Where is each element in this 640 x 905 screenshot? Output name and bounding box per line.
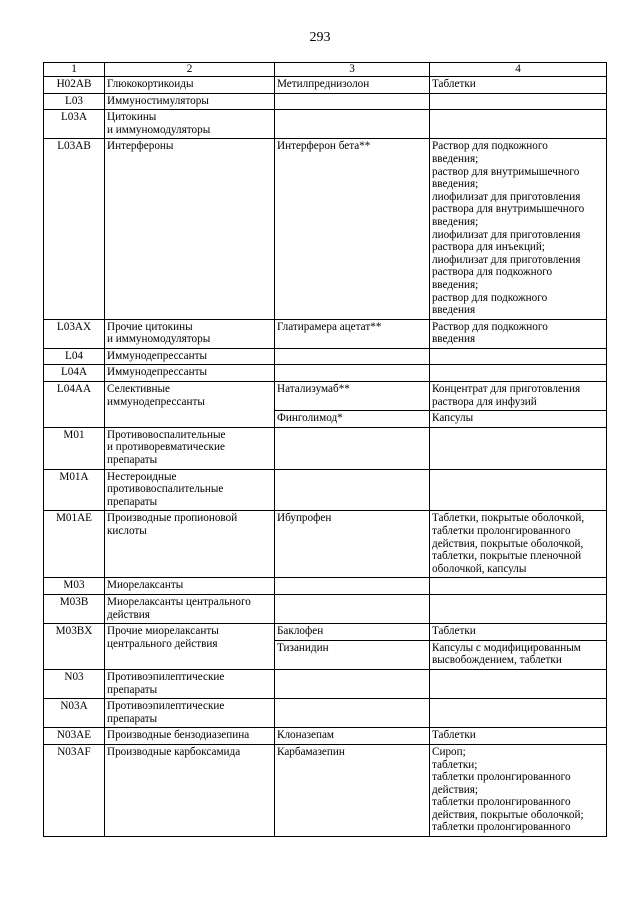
dosage-form-line: оболочкой, капсулы (432, 562, 527, 575)
dosage-form-line: таблетки пролонгированного (432, 525, 571, 537)
dosage-form-line: таблетки пролонгированного (432, 821, 571, 834)
dosage-form-line: раствора для инфузий (432, 395, 537, 408)
atc-code-cell (44, 624, 105, 670)
group-name-line: Производные бензодиазепина (107, 729, 250, 742)
atc-code: M03BX (55, 625, 93, 638)
group-name-cell (105, 511, 275, 578)
atc-code-cell (44, 511, 105, 578)
group-name-line: Прочие цитокины (107, 320, 193, 333)
drug-name-cell (275, 669, 430, 698)
group-name-cell (105, 624, 275, 670)
dosage-form-cell (430, 744, 607, 836)
table-row (44, 110, 607, 139)
drug-name-cell (275, 427, 430, 469)
group-name-line: Производные карбоксамида (107, 745, 241, 758)
dosage-form-line: введения; (432, 178, 479, 191)
group-name-cell (105, 139, 275, 319)
group-name-cell (105, 110, 275, 139)
dosage-form-cell (430, 348, 607, 365)
dosage-form-cell (430, 640, 607, 669)
drug-name-cell (275, 139, 430, 319)
drug-name: Баклофен (277, 625, 324, 638)
group-name-cell (105, 669, 275, 698)
dosage-form-line: Таблетки, покрытые оболочкой, (432, 512, 585, 525)
atc-code-cell (44, 348, 105, 365)
table-row (44, 744, 607, 836)
dosage-form-line: Сироп; (432, 745, 466, 758)
group-name-line: препараты (107, 683, 158, 696)
group-name-cell (105, 578, 275, 595)
group-name-line: Миорелаксанты (107, 579, 184, 592)
dosage-form-line: введения; (432, 152, 479, 165)
group-name-line: Цитокины (107, 111, 157, 124)
drug-name: Натализумаб** (277, 383, 350, 396)
group-name-cell (105, 427, 275, 469)
dosage-form-line: действия; (432, 783, 479, 796)
group-name-cell (105, 469, 275, 511)
atc-code: M01A (59, 470, 89, 483)
drug-name: Метилпреднизолон (277, 78, 370, 90)
drug-name-cell (275, 319, 430, 348)
table-row (44, 427, 607, 469)
dosage-form-line: таблетки пролонгированного (432, 771, 571, 784)
drug-name-cell (275, 624, 430, 641)
dosage-form-line: введения (432, 333, 476, 346)
column-header: 4 (430, 63, 607, 77)
table-row (44, 669, 607, 698)
group-name-cell (105, 728, 275, 745)
group-name-line: и иммуномодуляторы (107, 123, 211, 136)
dosage-form-line: таблетки, покрытые пленочной (432, 550, 582, 563)
atc-code: N03A (60, 700, 88, 713)
dosage-form-line: раствора для внутримышечного (432, 203, 585, 216)
group-name-cell (105, 594, 275, 623)
drug-name: Глатирамера ацетат** (277, 320, 382, 333)
group-name-line: Иммуностимуляторы (107, 94, 209, 107)
group-name-line: Противоэпилептические (107, 700, 225, 713)
drug-name: Ибупрофен (277, 512, 332, 525)
atc-code: M01AE (55, 512, 93, 525)
atc-code: H02AB (56, 78, 92, 90)
table-row (44, 77, 607, 94)
atc-code-cell (44, 365, 105, 382)
drug-name-cell (275, 728, 430, 745)
group-name-cell (105, 699, 275, 728)
dosage-form-line: Капсулы с модифицированным (432, 641, 581, 654)
group-name-cell (105, 93, 275, 110)
dosage-form-line: введения; (432, 215, 479, 228)
dosage-form-cell (430, 578, 607, 595)
atc-code: N03 (64, 670, 84, 683)
drug-name: Клоназепам (277, 729, 335, 742)
dosage-form-cell (430, 382, 607, 411)
dosage-form-line: раствор для подкожного (432, 291, 548, 304)
table-row (44, 511, 607, 578)
group-name-line: Противоэпилептические (107, 670, 225, 683)
table-row (44, 594, 607, 623)
dosage-form-line: Концентрат для приготовления (432, 383, 581, 396)
dosage-form-cell (430, 624, 607, 641)
dosage-form-cell (430, 669, 607, 698)
page-number: 293 (309, 30, 331, 45)
drug-name: Тизанидин (277, 641, 329, 654)
group-name-line: и иммуномодуляторы (107, 333, 211, 346)
atc-code: M03 (63, 579, 85, 592)
dosage-form-cell (430, 411, 607, 428)
atc-code: L03A (60, 111, 88, 124)
atc-code-cell (44, 139, 105, 319)
column-header: 3 (275, 63, 430, 77)
dosage-form-cell (430, 365, 607, 382)
atc-code-cell (44, 469, 105, 511)
atc-code-cell (44, 744, 105, 836)
group-name-line: Прочие миорелаксанты (107, 625, 219, 638)
table-row (44, 624, 607, 641)
dosage-form-cell (430, 594, 607, 623)
table-row (44, 699, 607, 728)
dosage-form-line: Капсулы (432, 412, 474, 425)
group-name-line: Нестероидные (107, 470, 177, 483)
group-name-line: иммунодепрессанты (107, 395, 205, 408)
drug-name-cell (275, 411, 430, 428)
dosage-form-line: высвобождением, таблетки (432, 654, 562, 667)
group-name-line: препараты (107, 454, 158, 467)
dosage-form-line: Таблетки (432, 625, 476, 638)
dosage-form-line: действия, покрытые оболочкой, (432, 537, 584, 550)
group-name-line: противовоспалительные (107, 483, 224, 496)
atc-code: M01 (63, 428, 85, 441)
drug-name-cell (275, 348, 430, 365)
dosage-form-line: раствор для внутримышечного (432, 165, 580, 178)
group-name-line: кислоты (107, 525, 147, 537)
drug-name-cell (275, 594, 430, 623)
atc-code: M03B (59, 595, 89, 608)
dosage-form-line: Таблетки (432, 78, 476, 90)
dosage-form-line: Раствор для подкожного (432, 140, 548, 153)
group-name-line: препараты (107, 712, 158, 725)
atc-code: N03AE (56, 729, 92, 742)
dosage-form-cell (430, 699, 607, 728)
dosage-form-line: раствора для инъекций; (432, 241, 546, 254)
dosage-form-cell (430, 427, 607, 469)
drug-name-cell (275, 469, 430, 511)
group-name-cell (105, 744, 275, 836)
group-name-line: центрального действия (107, 637, 218, 650)
group-name-cell (105, 365, 275, 382)
group-name-line: Иммунодепрессанты (107, 349, 207, 362)
dosage-form-line: лиофилизат для приготовления (432, 190, 581, 203)
group-name-line: Миорелаксанты центрального (107, 595, 251, 608)
dosage-form-cell (430, 93, 607, 110)
drug-name-cell (275, 365, 430, 382)
dosage-form-line: Таблетки (432, 729, 476, 742)
column-header-row (44, 63, 607, 77)
group-name-line: Противовоспалительные (107, 428, 226, 441)
atc-code: L03AX (56, 320, 92, 333)
atc-code-cell (44, 77, 105, 94)
dosage-form-cell (430, 469, 607, 511)
atc-code-cell (44, 669, 105, 698)
drug-name-cell (275, 744, 430, 836)
dosage-form-line: лиофилизат для приготовления (432, 228, 581, 241)
dosage-form-cell (430, 110, 607, 139)
dosage-form-line: таблетки пролонгированного (432, 796, 571, 809)
group-name-cell (105, 382, 275, 428)
group-name-cell (105, 319, 275, 348)
dosage-form-cell (430, 511, 607, 578)
group-name-line: Производные пропионовой (107, 512, 238, 525)
dosage-form-line: введения; (432, 278, 479, 291)
atc-code: L03AB (57, 140, 91, 153)
group-name-cell (105, 348, 275, 365)
drug-name: Финголимод* (277, 412, 343, 425)
table-row (44, 382, 607, 411)
atc-code-cell (44, 427, 105, 469)
atc-code-cell (44, 594, 105, 623)
table-row (44, 139, 607, 319)
column-header: 1 (44, 63, 105, 77)
group-name-line: препараты (107, 495, 158, 508)
table-row (44, 728, 607, 745)
atc-code: L04AA (56, 383, 92, 396)
drug-name-cell (275, 699, 430, 728)
drug-name-cell (275, 511, 430, 578)
group-name-line: Интерфероны (107, 140, 174, 153)
dosage-form-line: введения (432, 304, 476, 317)
table-row (44, 319, 607, 348)
dosage-form-cell (430, 319, 607, 348)
dosage-form-line: лиофилизат для приготовления (432, 253, 581, 266)
drug-name-cell (275, 640, 430, 669)
drug-name: Карбамазепин (277, 745, 345, 758)
atc-code-cell (44, 93, 105, 110)
atc-code-cell (44, 319, 105, 348)
atc-code-cell (44, 110, 105, 139)
table-row (44, 578, 607, 595)
drug-name-cell (275, 382, 430, 411)
group-name-line: и противоревматические (107, 441, 225, 454)
group-name-cell (105, 77, 275, 94)
drug-name-cell (275, 93, 430, 110)
group-name-line: действия (107, 608, 150, 621)
atc-code-cell (44, 578, 105, 595)
dosage-form-line: раствора для подкожного (432, 266, 553, 279)
group-name-line: Селективные (107, 383, 171, 396)
table-row (44, 469, 607, 511)
dosage-form-line: действия, покрытые оболочкой; (432, 808, 584, 821)
table-body (44, 77, 607, 837)
atc-code: L04 (64, 349, 84, 362)
drug-name-cell (275, 77, 430, 94)
atc-code: N03AF (57, 745, 91, 758)
table-row (44, 93, 607, 110)
dosage-form-line: таблетки; (432, 758, 478, 771)
drug-name-cell (275, 110, 430, 139)
dosage-form-cell (430, 139, 607, 319)
column-header: 2 (105, 63, 275, 77)
atc-code-cell (44, 728, 105, 745)
drug-name-cell (275, 578, 430, 595)
atc-code: L03 (64, 94, 84, 107)
atc-code: L04A (60, 366, 88, 379)
drug-name: Интерферон бета** (277, 140, 371, 153)
atc-code-cell (44, 699, 105, 728)
table-row (44, 348, 607, 365)
group-name-line: Глюкокортикоиды (107, 78, 194, 90)
dosage-form-cell (430, 77, 607, 94)
drug-table (43, 62, 607, 837)
dosage-form-cell (430, 728, 607, 745)
group-name-line: Иммунодепрессанты (107, 366, 207, 379)
table-row (44, 365, 607, 382)
dosage-form-line: Раствор для подкожного (432, 320, 548, 333)
atc-code-cell (44, 382, 105, 428)
